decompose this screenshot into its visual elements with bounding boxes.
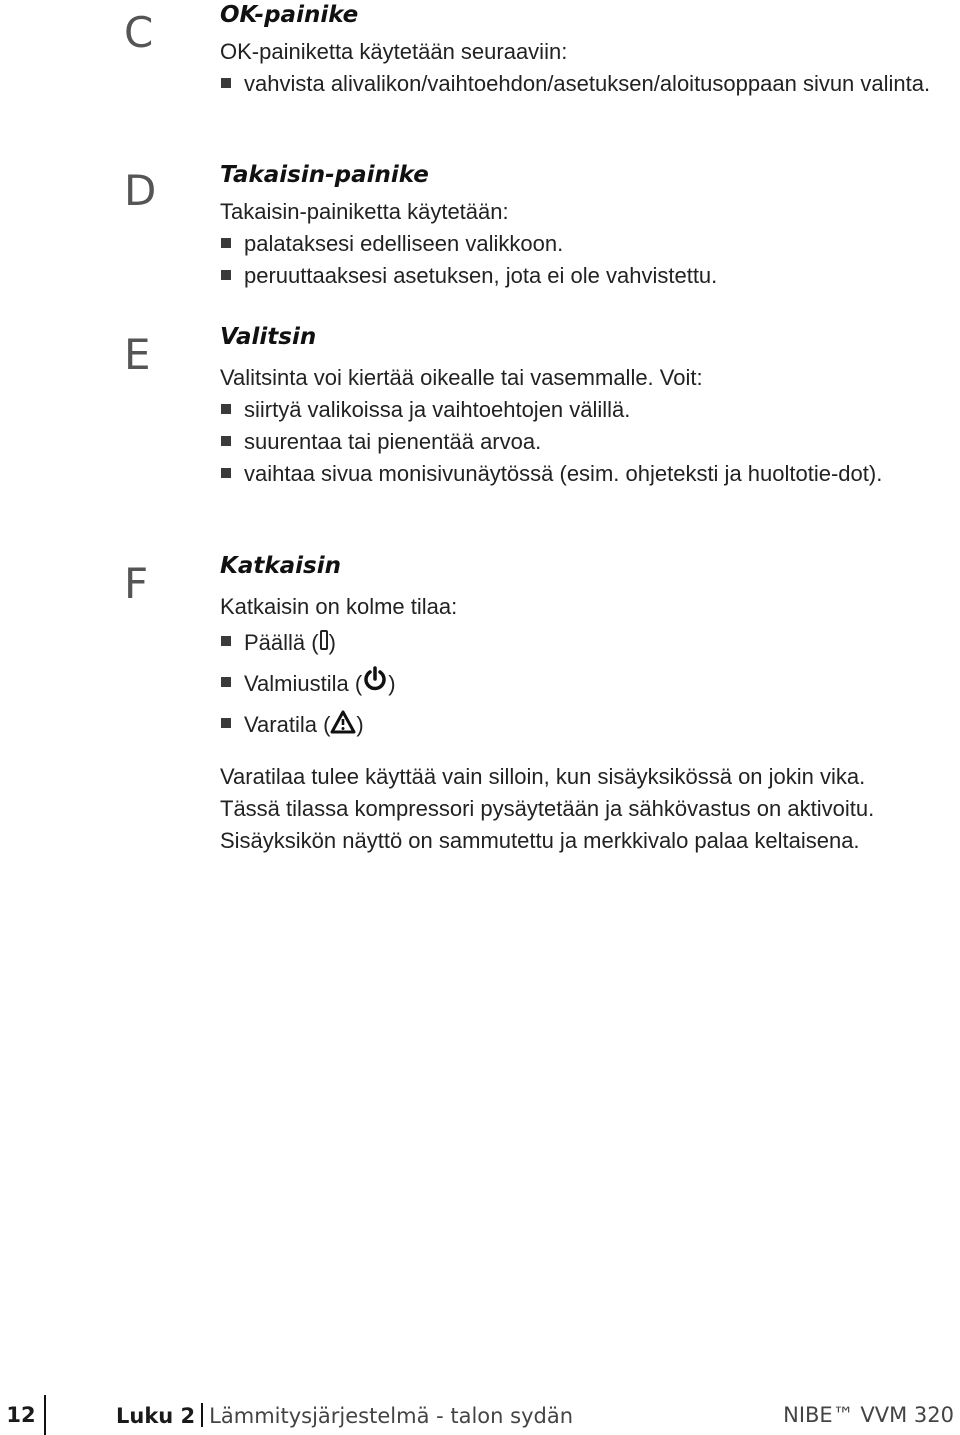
section-heading: OK-painike	[220, 2, 359, 28]
list-item: palataksesi edelliseen valikkoon.	[220, 228, 942, 260]
section-intro: Takaisin-painiketta käytetään:	[220, 199, 509, 224]
section-heading: Valitsin	[220, 324, 317, 350]
item-label: Valmiustila	[244, 671, 349, 697]
standby-power-icon	[362, 665, 388, 705]
section-intro: Valitsinta voi kiertää oikealle tai vasemmalle. Voit:	[220, 365, 703, 390]
section-ok-button	[220, 0, 942, 100]
footer-divider	[44, 1395, 46, 1435]
section-power-switch	[220, 551, 942, 857]
section-intro: Katkaisin on kolme tilaa:	[220, 594, 458, 619]
chapter-title: Lämmitysjärjestelmä - talon sydän	[209, 1404, 574, 1428]
page-number: 12	[6, 1403, 36, 1427]
section-letter-f: F	[124, 559, 149, 608]
section-selector-knob	[220, 322, 942, 490]
section-back-button	[220, 160, 942, 292]
list-item: siirtyä valikoissa ja vaihtoehtojen välillä.	[220, 394, 942, 426]
paragraph-line: Varatilaa tulee käyttää vain silloin, kun sisäyksikössä on jokin vika.	[220, 763, 866, 789]
chapter-reference	[116, 1403, 573, 1428]
chapter-separator	[201, 1403, 203, 1427]
chapter-label: Luku 2	[116, 1404, 196, 1428]
reserve-warning-triangle-icon	[330, 707, 356, 747]
section-letter-c: C	[124, 8, 154, 57]
section-letter-e: E	[124, 330, 151, 379]
section-heading: Katkaisin	[220, 553, 341, 579]
list-item-reserve: Varatila ( )	[220, 705, 942, 746]
reserve-mode-description	[220, 761, 942, 857]
item-label: Varatila	[244, 712, 317, 738]
list-item-on: Päällä ( )	[220, 623, 942, 664]
section-intro: OK-painiketta käytetään seuraaviin:	[220, 39, 568, 64]
on-symbol-icon	[319, 624, 329, 664]
page-footer	[0, 1395, 960, 1435]
paragraph-line: Sisäyksikön näyttö on sammutettu ja merkkivalo palaa keltaisena.	[220, 827, 860, 853]
list-item: suurentaa tai pienentää arvoa.	[220, 426, 942, 458]
paragraph-line: Tässä tilassa kompressori pysäytetään ja sähkövastus on aktivoitu.	[220, 795, 875, 821]
list-item: peruuttaaksesi asetuksen, jota ei ole vahvistettu.	[220, 260, 942, 292]
list-item: vahvista alivalikon/vaihtoehdon/asetuksen/aloitusoppaan sivun valinta.	[220, 68, 942, 100]
section-heading: Takaisin-painike	[220, 162, 429, 188]
product-name: NIBE™ VVM 320	[783, 1403, 954, 1427]
list-item: vaihtaa sivua monisivunäytössä (esim. ohjeteksti ja huoltotie-dot).	[220, 458, 942, 490]
section-letter-d: D	[124, 166, 157, 215]
item-label: Päällä	[244, 630, 306, 655]
list-item-standby: Valmiustila ( )	[220, 664, 942, 705]
